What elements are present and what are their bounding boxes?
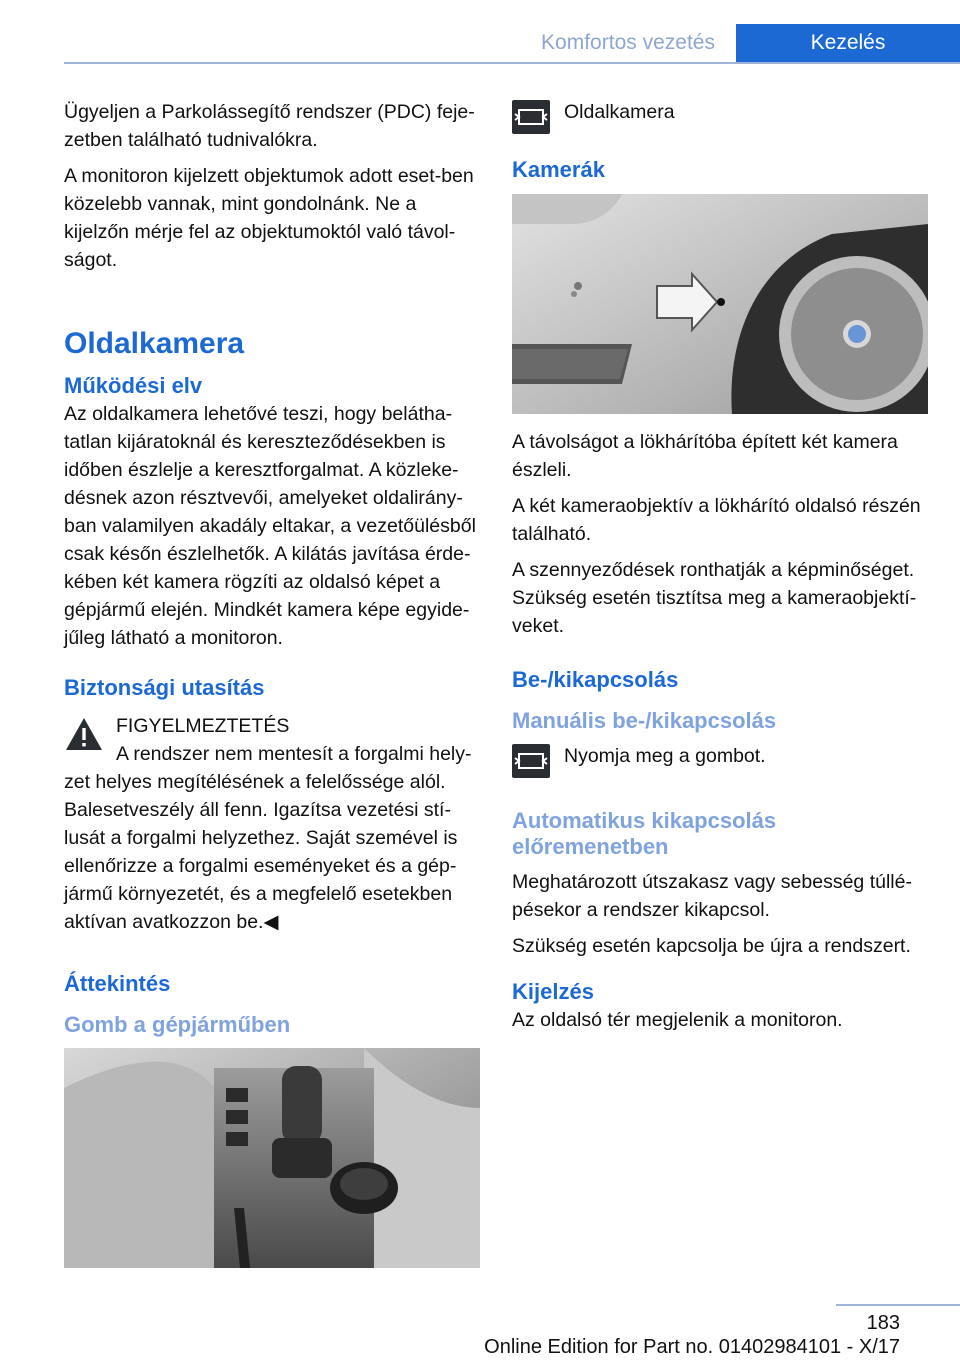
page-number: 183 (866, 1312, 900, 1334)
edition-footer: Online Edition for Part no. 01402984101 - X/17 (484, 1336, 900, 1358)
intro-paragraph-1: Ügyeljen a Parkolássegítő rendszer (PDC) feje‐zetben található tudnivalókra. (64, 101, 475, 151)
button-heading: Gomb a gépjárműben (64, 1012, 291, 1037)
cameras-paragraph-2: A két kameraobjektív a lökhárító oldalsó részén található. (512, 495, 921, 545)
warning-title: FIGYELMEZTETÉS (116, 715, 290, 737)
warning-block (64, 712, 480, 936)
onoff-heading: Be-/kikapcsolás (512, 667, 679, 692)
header-section-tab: Komfortos vezetés (541, 31, 715, 54)
left-column (64, 98, 480, 1268)
principle-heading: Működési elv (64, 373, 203, 398)
display-heading: Kijelzés (512, 979, 594, 1004)
auto-off-paragraph-1: Meghatározott útszakasz vagy sebesség túllé‐pésekor a rendszer kikapcsol. (512, 871, 912, 921)
side-camera-button-icon (512, 100, 550, 134)
cameras-heading: Kamerák (512, 157, 605, 182)
warning-triangle-icon (64, 716, 104, 752)
auto-off-heading: Automatikus kikapcsolás előremenetben (512, 808, 777, 859)
principle-text: Az oldalkamera lehetővé teszi, hogy belátha‐tatlan kijáratoknál és kereszteződésekben is időben észlelje a keresztforgalmat. A közleke‐désnek azon résztvevői, amelyeket oldalirány‐ban valamilyen akadály eltakar, a vezetőülésből csak későn észlelhetők. A kilátás javítása érde‐kében két kamera rögzíti az oldalsó képet a gépjármű elején. Mindkét kamera képe egyide‐jűleg látható a monitoron. (64, 403, 476, 649)
header-rule (64, 62, 960, 64)
side-camera-button-icon (512, 744, 550, 778)
cameras-paragraph-1: A távolságot a lökhárítóba épített két kamera észleli. (512, 431, 898, 481)
manual-heading: Manuális be-/kikapcsolás (512, 708, 777, 733)
manual-button-line (512, 742, 928, 790)
intro-paragraph-2: A monitoron kijelzett objektumok adott eset‐ben közelebb vannak, mint gondolnánk. Ne a kijelzőn mérje fel az objektumoktól való távol‐ságot. (64, 165, 474, 271)
center-console-photo (64, 1048, 480, 1268)
bumper-camera-photo (512, 194, 928, 414)
page-title: Oldalkamera (64, 327, 245, 360)
camera-button-label: Oldalkamera (564, 101, 675, 123)
warning-text: A rendszer nem mentesít a forgalmi hely‐zet helyes megítélésének a felelőssége alól. Balesetveszély áll fenn. Igazítsa vezetési stí‐lusát a forgalmi helyzethez. Saját szemével is ellenőrizze a forgalmi eseményeket és a gép‐jármű környezetét, és a megfelelő esetekben aktívan avatkozzon be.◀ (64, 743, 472, 933)
auto-off-paragraph-2: Szükség esetén kapcsolja be újra a rendszert. (512, 935, 911, 957)
safety-heading: Biztonsági utasítás (64, 675, 265, 700)
right-column (512, 98, 928, 1042)
cameras-paragraph-3: A szennyeződések ronthatják a képminőséget. Szükség esetén tisztítsa meg a kameraobjektí‐veket. (512, 559, 917, 637)
manual-text: Nyomja meg a gombot. (564, 745, 766, 767)
overview-heading: Áttekintés (64, 971, 171, 996)
footer-rule (836, 1304, 960, 1306)
display-text: Az oldalsó tér megjelenik a monitoron. (512, 1009, 843, 1031)
camera-button-line (512, 98, 928, 146)
header-chapter-tab: Kezelés (736, 24, 960, 62)
